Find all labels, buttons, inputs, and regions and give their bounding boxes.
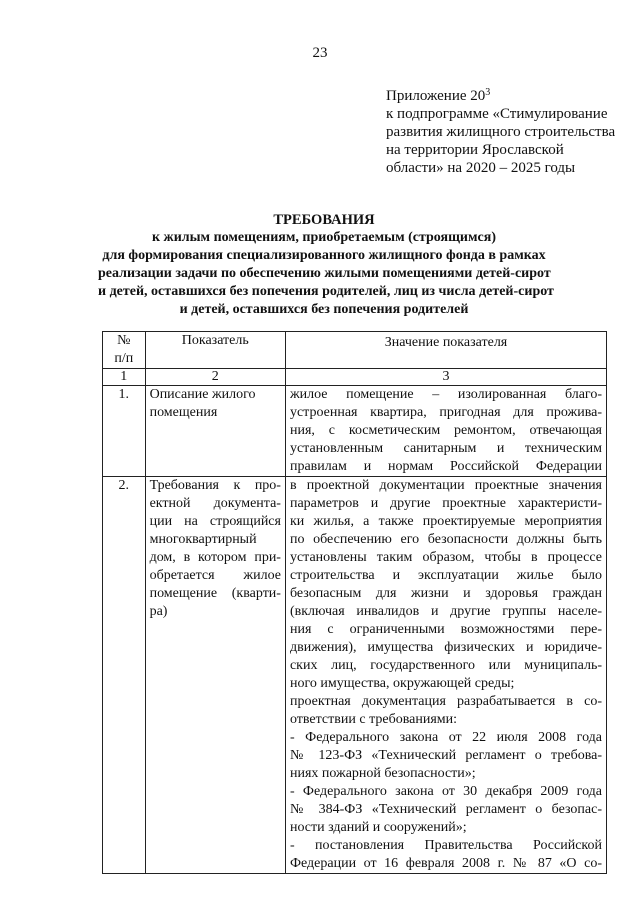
appendix-line: на территории Ярославской [386,142,564,158]
page-number: 23 [312,45,328,61]
column-number-cell: 2 [145,369,285,386]
header-value-cell: Значение показателя [285,332,606,369]
appendix-block [386,87,636,177]
header-number-cell: № п/п [103,332,146,369]
row-number-cell: 1. [103,386,146,477]
row-value-cell: в проектной документации проектные значения параметров и другие проектные характеристи- ки жилья, а также проектируемые мероприятия по обеспечению его безопасности должны быть установлены таким образом, чтобы в процессе строительства и эксплуатации жилье было безопасным для жизни и здоровья граждан (включая инвалидов и другие группы населе- ния с ограниченными возможностями пере- движения), имущества физических и юридиче- ских лиц, государственного или муниципаль- ного имущества, окружающей среды; проектная документация разрабатывается в со- ответствии с требованиями: - Федерального закона от 22 июля 2008 года № 123-ФЗ «Технический регламент о требова- ниях пожарной безопасности»; - Федерального закона от 30 декабря 2009 года № 384-ФЗ «Технический регламент о безопас- ности зданий и сооружений»; - постановления Правительства Российской Федерации от 16 февраля 2008 г. № 87 «О со- [285,477,606,874]
table-header-row [103,332,607,369]
title-line: к жилым помещениям, приобретаемым (строящимся) [151,230,496,245]
appendix-line: развития жилищного строительства [386,124,616,140]
title-line: для формирования специализированного жилищного фонда в рамках [102,248,546,263]
appendix-line: к подпрограмме «Стимулирование [386,106,608,122]
column-number-cell: 3 [285,369,606,386]
title-main: ТРЕБОВАНИЯ [273,212,375,228]
row-indicator-cell: Описание жилого помещения [145,386,285,477]
row-number-cell: 2. [103,477,146,874]
requirements-table [102,331,607,874]
title-line: и детей, оставшихся без попечения родителей, лиц из числа детей-сирот [98,284,554,299]
title-line: реализации задачи по обеспечению жилыми помещениями детей-сирот [98,266,551,281]
table-row [103,477,607,874]
row-value-cell: жилое помещение – изолированная благо- устроенная квартира, пригодная для прожива- ния, с косметическим ремонтом, отвечающая установленным санитарным и техническим правилам и нормам Российской Федерации [285,386,606,477]
column-number-cell: 1 [103,369,146,386]
document-title [98,211,554,319]
row-indicator-cell: Требования к про- ектной документа- ции на строящийся многоквартирный дом, в котором при- обретается жилое помещение (кварти- ра) [145,477,285,874]
title-line: и детей, оставшихся без попечения родителей [179,302,469,317]
table-row [103,386,607,477]
header-indicator-cell: Показатель [145,332,285,369]
column-number-row [103,369,607,386]
appendix-line: области» на 2020 – 2025 годы [386,160,576,176]
appendix-line: Приложение $20^3$ [386,87,491,104]
